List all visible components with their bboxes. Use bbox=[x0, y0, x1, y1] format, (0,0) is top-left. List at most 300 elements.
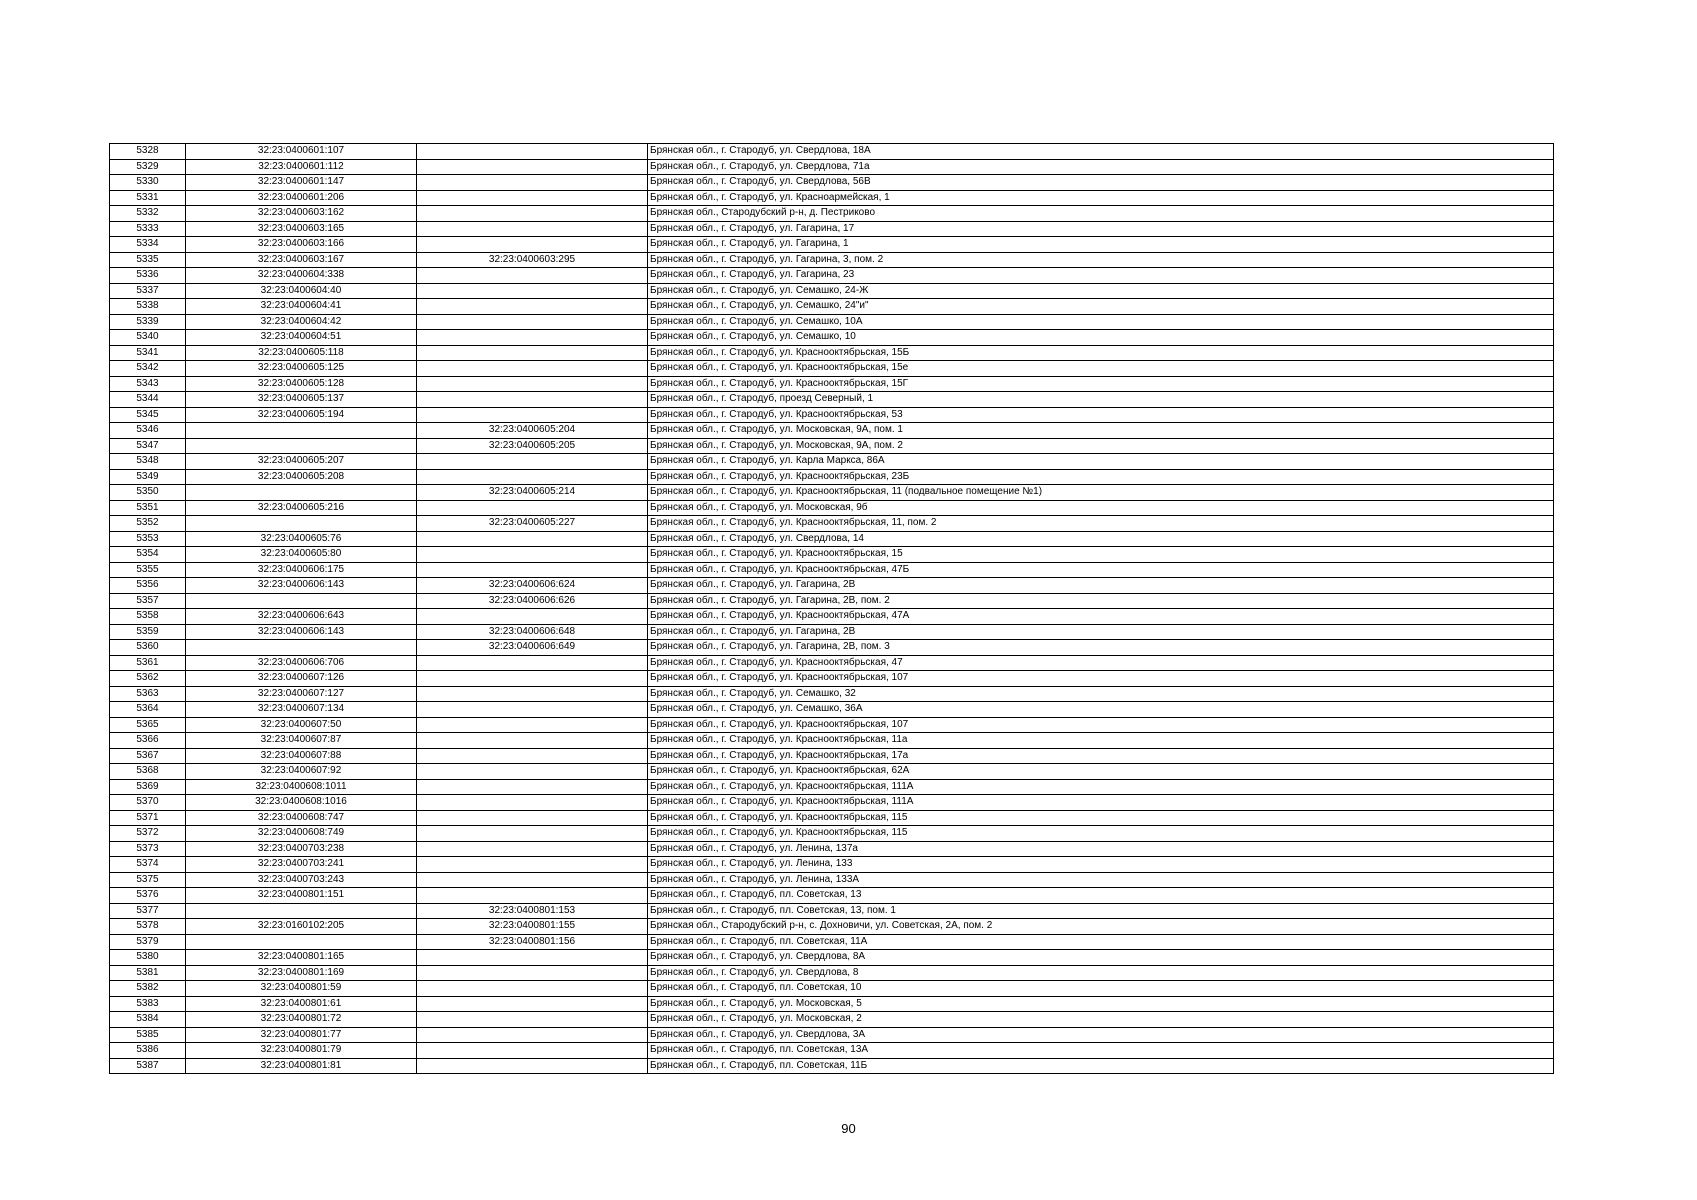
registry-table bbox=[109, 143, 1554, 1074]
related-cadastral-number-cell bbox=[417, 314, 648, 330]
related-cadastral-number-cell bbox=[417, 392, 648, 408]
related-cadastral-number-cell bbox=[417, 531, 648, 547]
table-row bbox=[110, 237, 1554, 253]
row-number-cell: 5370 bbox=[110, 795, 186, 811]
address-cell: Брянская обл., г. Стародуб, ул. Краснооктябрьская, 47 bbox=[648, 655, 1554, 671]
table-row bbox=[110, 144, 1554, 160]
related-cadastral-number-cell: 32:23:0400605:205 bbox=[417, 438, 648, 454]
row-number-cell: 5355 bbox=[110, 562, 186, 578]
row-number-cell: 5376 bbox=[110, 888, 186, 904]
address-cell: Брянская обл., г. Стародуб, ул. Краснооктябрьская, 111А bbox=[648, 779, 1554, 795]
related-cadastral-number-cell bbox=[417, 748, 648, 764]
row-number-cell: 5375 bbox=[110, 872, 186, 888]
related-cadastral-number-cell bbox=[417, 841, 648, 857]
related-cadastral-number-cell bbox=[417, 857, 648, 873]
table-row bbox=[110, 252, 1554, 268]
row-number-cell: 5379 bbox=[110, 934, 186, 950]
table-row bbox=[110, 795, 1554, 811]
address-cell: Брянская обл., г. Стародуб, ул. Свердлова, 8 bbox=[648, 965, 1554, 981]
table-row bbox=[110, 1058, 1554, 1074]
row-number-cell: 5337 bbox=[110, 283, 186, 299]
table-row bbox=[110, 423, 1554, 439]
address-cell: Брянская обл., г. Стародуб, ул. Свердлова, 71а bbox=[648, 159, 1554, 175]
related-cadastral-number-cell bbox=[417, 237, 648, 253]
table-row bbox=[110, 609, 1554, 625]
table-row bbox=[110, 686, 1554, 702]
row-number-cell: 5343 bbox=[110, 376, 186, 392]
row-number-cell: 5366 bbox=[110, 733, 186, 749]
related-cadastral-number-cell bbox=[417, 609, 648, 625]
cadastral-number-cell: 32:23:0400604:41 bbox=[186, 299, 417, 315]
table-row bbox=[110, 206, 1554, 222]
related-cadastral-number-cell: 32:23:0400801:156 bbox=[417, 934, 648, 950]
cadastral-number-cell: 32:23:0400605:76 bbox=[186, 531, 417, 547]
address-cell: Брянская обл., г. Стародуб, ул. Гагарина, 2В bbox=[648, 578, 1554, 594]
row-number-cell: 5334 bbox=[110, 237, 186, 253]
cadastral-number-cell: 32:23:0400606:643 bbox=[186, 609, 417, 625]
cadastral-number-cell: 32:23:0400801:59 bbox=[186, 981, 417, 997]
cadastral-number-cell bbox=[186, 593, 417, 609]
address-cell: Брянская обл., г. Стародуб, ул. Краснооктябрьская, 15 bbox=[648, 547, 1554, 563]
related-cadastral-number-cell bbox=[417, 454, 648, 470]
related-cadastral-number-cell bbox=[417, 407, 648, 423]
row-number-cell: 5347 bbox=[110, 438, 186, 454]
row-number-cell: 5380 bbox=[110, 950, 186, 966]
related-cadastral-number-cell bbox=[417, 1027, 648, 1043]
address-cell: Брянская обл., г. Стародуб, проезд Северный, 1 bbox=[648, 392, 1554, 408]
address-cell: Брянская обл., г. Стародуб, ул. Краснооктябрьская, 47А bbox=[648, 609, 1554, 625]
table-row bbox=[110, 764, 1554, 780]
row-number-cell: 5344 bbox=[110, 392, 186, 408]
cadastral-number-cell bbox=[186, 485, 417, 501]
table-row bbox=[110, 299, 1554, 315]
row-number-cell: 5373 bbox=[110, 841, 186, 857]
address-cell: Брянская обл., г. Стародуб, пл. Советская, 13А bbox=[648, 1043, 1554, 1059]
cadastral-number-cell: 32:23:0400801:61 bbox=[186, 996, 417, 1012]
address-cell: Брянская обл., г. Стародуб, ул. Ленина, 137а bbox=[648, 841, 1554, 857]
row-number-cell: 5383 bbox=[110, 996, 186, 1012]
cadastral-number-cell: 32:23:0400604:42 bbox=[186, 314, 417, 330]
cadastral-number-cell: 32:23:0400801:79 bbox=[186, 1043, 417, 1059]
address-cell: Брянская обл., г. Стародуб, ул. Гагарина, 23 bbox=[648, 268, 1554, 284]
table-row bbox=[110, 283, 1554, 299]
row-number-cell: 5338 bbox=[110, 299, 186, 315]
address-cell: Брянская обл., г. Стародуб, ул. Краснооктябрьская, 111А bbox=[648, 795, 1554, 811]
row-number-cell: 5364 bbox=[110, 702, 186, 718]
row-number-cell: 5354 bbox=[110, 547, 186, 563]
related-cadastral-number-cell bbox=[417, 144, 648, 160]
cadastral-number-cell: 32:23:0400801:81 bbox=[186, 1058, 417, 1074]
address-cell: Брянская обл., г. Стародуб, ул. Ленина, 133А bbox=[648, 872, 1554, 888]
related-cadastral-number-cell bbox=[417, 702, 648, 718]
cadastral-number-cell: 32:23:0400605:207 bbox=[186, 454, 417, 470]
address-cell: Брянская обл., г. Стародуб, ул. Московская, 9А, пом. 2 bbox=[648, 438, 1554, 454]
cadastral-number-cell: 32:23:0400607:127 bbox=[186, 686, 417, 702]
related-cadastral-number-cell bbox=[417, 965, 648, 981]
related-cadastral-number-cell bbox=[417, 376, 648, 392]
row-number-cell: 5367 bbox=[110, 748, 186, 764]
row-number-cell: 5381 bbox=[110, 965, 186, 981]
related-cadastral-number-cell bbox=[417, 562, 648, 578]
table-row bbox=[110, 733, 1554, 749]
row-number-cell: 5363 bbox=[110, 686, 186, 702]
table-row bbox=[110, 454, 1554, 470]
related-cadastral-number-cell: 32:23:0400605:204 bbox=[417, 423, 648, 439]
related-cadastral-number-cell bbox=[417, 1012, 648, 1028]
address-cell: Брянская обл., г. Стародуб, ул. Свердлова, 18А bbox=[648, 144, 1554, 160]
address-cell: Брянская обл., г. Стародуб, ул. Семашко, 24-Ж bbox=[648, 283, 1554, 299]
cadastral-number-cell bbox=[186, 516, 417, 532]
address-cell: Брянская обл., г. Стародуб, ул. Московская, 2 bbox=[648, 1012, 1554, 1028]
related-cadastral-number-cell bbox=[417, 268, 648, 284]
related-cadastral-number-cell bbox=[417, 655, 648, 671]
related-cadastral-number-cell bbox=[417, 283, 648, 299]
cadastral-number-cell: 32:23:0160102:205 bbox=[186, 919, 417, 935]
related-cadastral-number-cell bbox=[417, 299, 648, 315]
table-row bbox=[110, 221, 1554, 237]
cadastral-number-cell: 32:23:0400607:87 bbox=[186, 733, 417, 749]
related-cadastral-number-cell bbox=[417, 686, 648, 702]
row-number-cell: 5378 bbox=[110, 919, 186, 935]
table-row bbox=[110, 330, 1554, 346]
address-cell: Брянская обл., г. Стародуб, пл. Советская, 13, пом. 1 bbox=[648, 903, 1554, 919]
related-cadastral-number-cell bbox=[417, 671, 648, 687]
row-number-cell: 5372 bbox=[110, 826, 186, 842]
cadastral-number-cell: 32:23:0400606:143 bbox=[186, 624, 417, 640]
related-cadastral-number-cell bbox=[417, 159, 648, 175]
related-cadastral-number-cell bbox=[417, 190, 648, 206]
address-cell: Брянская обл., г. Стародуб, ул. Краснооктябрьская, 115 bbox=[648, 810, 1554, 826]
cadastral-number-cell: 32:23:0400703:238 bbox=[186, 841, 417, 857]
address-cell: Брянская обл., г. Стародуб, ул. Московская, 9б bbox=[648, 500, 1554, 516]
table-row bbox=[110, 392, 1554, 408]
table-row bbox=[110, 190, 1554, 206]
cadastral-number-cell: 32:23:0400607:88 bbox=[186, 748, 417, 764]
row-number-cell: 5357 bbox=[110, 593, 186, 609]
table-row bbox=[110, 981, 1554, 997]
related-cadastral-number-cell bbox=[417, 733, 648, 749]
cadastral-number-cell: 32:23:0400605:80 bbox=[186, 547, 417, 563]
row-number-cell: 5365 bbox=[110, 717, 186, 733]
row-number-cell: 5377 bbox=[110, 903, 186, 919]
cadastral-number-cell: 32:23:0400606:175 bbox=[186, 562, 417, 578]
cadastral-number-cell: 32:23:0400601:147 bbox=[186, 175, 417, 191]
related-cadastral-number-cell: 32:23:0400605:214 bbox=[417, 485, 648, 501]
address-cell: Брянская обл., г. Стародуб, ул. Гагарина, 2В bbox=[648, 624, 1554, 640]
row-number-cell: 5385 bbox=[110, 1027, 186, 1043]
related-cadastral-number-cell: 32:23:0400801:153 bbox=[417, 903, 648, 919]
related-cadastral-number-cell bbox=[417, 996, 648, 1012]
cadastral-number-cell: 32:23:0400607:126 bbox=[186, 671, 417, 687]
table-row bbox=[110, 671, 1554, 687]
table-row bbox=[110, 640, 1554, 656]
address-cell: Брянская обл., г. Стародуб, ул. Карла Маркса, 86А bbox=[648, 454, 1554, 470]
address-cell: Брянская обл., г. Стародуб, ул. Краснооктябрьская, 15Г bbox=[648, 376, 1554, 392]
row-number-cell: 5353 bbox=[110, 531, 186, 547]
table-row bbox=[110, 748, 1554, 764]
row-number-cell: 5382 bbox=[110, 981, 186, 997]
related-cadastral-number-cell bbox=[417, 717, 648, 733]
address-cell: Брянская обл., г. Стародуб, ул. Краснооктябрьская, 115 bbox=[648, 826, 1554, 842]
related-cadastral-number-cell bbox=[417, 1058, 648, 1074]
cadastral-number-cell: 32:23:0400603:165 bbox=[186, 221, 417, 237]
related-cadastral-number-cell bbox=[417, 1043, 648, 1059]
row-number-cell: 5351 bbox=[110, 500, 186, 516]
related-cadastral-number-cell bbox=[417, 221, 648, 237]
row-number-cell: 5374 bbox=[110, 857, 186, 873]
address-cell: Брянская обл., г. Стародуб, ул. Краснооктябрьская, 17а bbox=[648, 748, 1554, 764]
address-cell: Брянская обл., г. Стародуб, ул. Семашко, 36А bbox=[648, 702, 1554, 718]
address-cell: Брянская обл., г. Стародуб, ул. Свердлова, 8А bbox=[648, 950, 1554, 966]
cadastral-number-cell: 32:23:0400608:1016 bbox=[186, 795, 417, 811]
table-row bbox=[110, 578, 1554, 594]
table-row bbox=[110, 1043, 1554, 1059]
address-cell: Брянская обл., г. Стародуб, ул. Гагарина, 17 bbox=[648, 221, 1554, 237]
related-cadastral-number-cell bbox=[417, 795, 648, 811]
related-cadastral-number-cell bbox=[417, 779, 648, 795]
table-row bbox=[110, 888, 1554, 904]
cadastral-number-cell: 32:23:0400604:338 bbox=[186, 268, 417, 284]
related-cadastral-number-cell bbox=[417, 810, 648, 826]
table-row bbox=[110, 516, 1554, 532]
related-cadastral-number-cell: 32:23:0400606:624 bbox=[417, 578, 648, 594]
cadastral-number-cell: 32:23:0400607:92 bbox=[186, 764, 417, 780]
related-cadastral-number-cell bbox=[417, 469, 648, 485]
address-cell: Брянская обл., г. Стародуб, ул. Гагарина, 3, пом. 2 bbox=[648, 252, 1554, 268]
address-cell: Брянская обл., г. Стародуб, ул. Краснооктябрьская, 11а bbox=[648, 733, 1554, 749]
related-cadastral-number-cell bbox=[417, 175, 648, 191]
table-row bbox=[110, 996, 1554, 1012]
address-cell: Брянская обл., г. Стародуб, ул. Семашко, 32 bbox=[648, 686, 1554, 702]
related-cadastral-number-cell bbox=[417, 330, 648, 346]
cadastral-number-cell bbox=[186, 934, 417, 950]
row-number-cell: 5336 bbox=[110, 268, 186, 284]
related-cadastral-number-cell bbox=[417, 500, 648, 516]
row-number-cell: 5360 bbox=[110, 640, 186, 656]
cadastral-number-cell bbox=[186, 640, 417, 656]
table-row bbox=[110, 469, 1554, 485]
table-row bbox=[110, 841, 1554, 857]
cadastral-number-cell: 32:23:0400605:128 bbox=[186, 376, 417, 392]
row-number-cell: 5335 bbox=[110, 252, 186, 268]
table-row bbox=[110, 159, 1554, 175]
row-number-cell: 5358 bbox=[110, 609, 186, 625]
table-row bbox=[110, 624, 1554, 640]
related-cadastral-number-cell bbox=[417, 345, 648, 361]
row-number-cell: 5329 bbox=[110, 159, 186, 175]
cadastral-number-cell: 32:23:0400603:162 bbox=[186, 206, 417, 222]
address-cell: Брянская обл., Стародубский р-н, д. Пестриково bbox=[648, 206, 1554, 222]
cadastral-number-cell: 32:23:0400606:706 bbox=[186, 655, 417, 671]
related-cadastral-number-cell bbox=[417, 981, 648, 997]
table-row bbox=[110, 872, 1554, 888]
table-row bbox=[110, 531, 1554, 547]
related-cadastral-number-cell bbox=[417, 547, 648, 563]
table-row bbox=[110, 1012, 1554, 1028]
cadastral-number-cell: 32:23:0400801:169 bbox=[186, 965, 417, 981]
cadastral-number-cell: 32:23:0400607:50 bbox=[186, 717, 417, 733]
related-cadastral-number-cell: 32:23:0400605:227 bbox=[417, 516, 648, 532]
cadastral-number-cell: 32:23:0400603:167 bbox=[186, 252, 417, 268]
table-row bbox=[110, 655, 1554, 671]
page-number: 90 bbox=[841, 1121, 856, 1136]
cadastral-number-cell: 32:23:0400605:194 bbox=[186, 407, 417, 423]
row-number-cell: 5386 bbox=[110, 1043, 186, 1059]
cadastral-number-cell bbox=[186, 438, 417, 454]
address-cell: Брянская обл., г. Стародуб, ул. Краснооктябрьская, 15е bbox=[648, 361, 1554, 377]
address-cell: Брянская обл., г. Стародуб, ул. Краснооктябрьская, 107 bbox=[648, 671, 1554, 687]
table-row bbox=[110, 903, 1554, 919]
cadastral-number-cell: 32:23:0400608:749 bbox=[186, 826, 417, 842]
address-cell: Брянская обл., г. Стародуб, ул. Семашко, 24"и" bbox=[648, 299, 1554, 315]
related-cadastral-number-cell bbox=[417, 764, 648, 780]
table-row bbox=[110, 485, 1554, 501]
row-number-cell: 5342 bbox=[110, 361, 186, 377]
address-cell: Брянская обл., г. Стародуб, ул. Краснооктябрьская, 23Б bbox=[648, 469, 1554, 485]
address-cell: Брянская обл., г. Стародуб, ул. Московская, 5 bbox=[648, 996, 1554, 1012]
related-cadastral-number-cell bbox=[417, 888, 648, 904]
table-row bbox=[110, 376, 1554, 392]
row-number-cell: 5330 bbox=[110, 175, 186, 191]
address-cell: Брянская обл., г. Стародуб, ул. Красноармейская, 1 bbox=[648, 190, 1554, 206]
address-cell: Брянская обл., г. Стародуб, пл. Советская, 10 bbox=[648, 981, 1554, 997]
address-cell: Брянская обл., г. Стародуб, ул. Краснооктябрьская, 11 (подвальное помещение №1) bbox=[648, 485, 1554, 501]
cadastral-number-cell: 32:23:0400604:40 bbox=[186, 283, 417, 299]
row-number-cell: 5361 bbox=[110, 655, 186, 671]
cadastral-number-cell: 32:23:0400703:241 bbox=[186, 857, 417, 873]
cadastral-number-cell: 32:23:0400601:112 bbox=[186, 159, 417, 175]
table-row bbox=[110, 826, 1554, 842]
cadastral-number-cell: 32:23:0400801:151 bbox=[186, 888, 417, 904]
row-number-cell: 5345 bbox=[110, 407, 186, 423]
row-number-cell: 5387 bbox=[110, 1058, 186, 1074]
table-row bbox=[110, 779, 1554, 795]
cadastral-number-cell: 32:23:0400605:118 bbox=[186, 345, 417, 361]
table-row bbox=[110, 361, 1554, 377]
row-number-cell: 5350 bbox=[110, 485, 186, 501]
address-cell: Брянская обл., г. Стародуб, ул. Московская, 9А, пом. 1 bbox=[648, 423, 1554, 439]
address-cell: Брянская обл., г. Стародуб, ул. Краснооктябрьская, 15Б bbox=[648, 345, 1554, 361]
address-cell: Брянская обл., г. Стародуб, ул. Свердлова, 3А bbox=[648, 1027, 1554, 1043]
address-cell: Брянская обл., г. Стародуб, пл. Советская, 11А bbox=[648, 934, 1554, 950]
row-number-cell: 5384 bbox=[110, 1012, 186, 1028]
cadastral-number-cell: 32:23:0400605:137 bbox=[186, 392, 417, 408]
address-cell: Брянская обл., г. Стародуб, ул. Краснооктябрьская, 53 bbox=[648, 407, 1554, 423]
cadastral-number-cell: 32:23:0400601:107 bbox=[186, 144, 417, 160]
table-row bbox=[110, 547, 1554, 563]
row-number-cell: 5369 bbox=[110, 779, 186, 795]
table-row bbox=[110, 562, 1554, 578]
cadastral-number-cell: 32:23:0400801:77 bbox=[186, 1027, 417, 1043]
cadastral-number-cell: 32:23:0400605:216 bbox=[186, 500, 417, 516]
cadastral-number-cell: 32:23:0400801:72 bbox=[186, 1012, 417, 1028]
row-number-cell: 5339 bbox=[110, 314, 186, 330]
related-cadastral-number-cell bbox=[417, 826, 648, 842]
row-number-cell: 5362 bbox=[110, 671, 186, 687]
related-cadastral-number-cell: 32:23:0400801:155 bbox=[417, 919, 648, 935]
related-cadastral-number-cell: 32:23:0400606:649 bbox=[417, 640, 648, 656]
table-row bbox=[110, 810, 1554, 826]
cadastral-number-cell: 32:23:0400605:208 bbox=[186, 469, 417, 485]
address-cell: Брянская обл., г. Стародуб, пл. Советская, 11Б bbox=[648, 1058, 1554, 1074]
table-row bbox=[110, 950, 1554, 966]
address-cell: Брянская обл., г. Стародуб, ул. Свердлова, 56В bbox=[648, 175, 1554, 191]
table-row bbox=[110, 500, 1554, 516]
cadastral-number-cell: 32:23:0400605:125 bbox=[186, 361, 417, 377]
table-row bbox=[110, 965, 1554, 981]
table-row bbox=[110, 593, 1554, 609]
row-number-cell: 5346 bbox=[110, 423, 186, 439]
cadastral-number-cell: 32:23:0400703:243 bbox=[186, 872, 417, 888]
table-row bbox=[110, 702, 1554, 718]
related-cadastral-number-cell bbox=[417, 950, 648, 966]
row-number-cell: 5352 bbox=[110, 516, 186, 532]
row-number-cell: 5341 bbox=[110, 345, 186, 361]
related-cadastral-number-cell bbox=[417, 872, 648, 888]
cadastral-number-cell: 32:23:0400604:51 bbox=[186, 330, 417, 346]
related-cadastral-number-cell: 32:23:0400606:626 bbox=[417, 593, 648, 609]
address-cell: Брянская обл., г. Стародуб, ул. Семашко, 10 bbox=[648, 330, 1554, 346]
table-row bbox=[110, 919, 1554, 935]
table-row bbox=[110, 934, 1554, 950]
address-cell: Брянская обл., г. Стародуб, ул. Гагарина, 2В, пом. 3 bbox=[648, 640, 1554, 656]
address-cell: Брянская обл., г. Стародуб, пл. Советская, 13 bbox=[648, 888, 1554, 904]
row-number-cell: 5328 bbox=[110, 144, 186, 160]
related-cadastral-number-cell: 32:23:0400603:295 bbox=[417, 252, 648, 268]
cadastral-number-cell: 32:23:0400606:143 bbox=[186, 578, 417, 594]
cadastral-number-cell bbox=[186, 423, 417, 439]
table-row bbox=[110, 314, 1554, 330]
address-cell: Брянская обл., г. Стародуб, ул. Ленина, 133 bbox=[648, 857, 1554, 873]
row-number-cell: 5332 bbox=[110, 206, 186, 222]
related-cadastral-number-cell bbox=[417, 361, 648, 377]
table-row bbox=[110, 1027, 1554, 1043]
registry-table-body bbox=[110, 144, 1554, 1074]
table-row bbox=[110, 268, 1554, 284]
table-row bbox=[110, 407, 1554, 423]
address-cell: Брянская обл., г. Стародуб, ул. Гагарина, 1 bbox=[648, 237, 1554, 253]
related-cadastral-number-cell: 32:23:0400606:648 bbox=[417, 624, 648, 640]
row-number-cell: 5368 bbox=[110, 764, 186, 780]
address-cell: Брянская обл., г. Стародуб, ул. Краснооктябрьская, 107 bbox=[648, 717, 1554, 733]
table-row bbox=[110, 717, 1554, 733]
table-row bbox=[110, 175, 1554, 191]
address-cell: Брянская обл., г. Стародуб, ул. Семашко, 10А bbox=[648, 314, 1554, 330]
address-cell: Брянская обл., Стародубский р-н, с. Дохновичи, ул. Советская, 2А, пом. 2 bbox=[648, 919, 1554, 935]
cadastral-number-cell bbox=[186, 903, 417, 919]
row-number-cell: 5356 bbox=[110, 578, 186, 594]
address-cell: Брянская обл., г. Стародуб, ул. Краснооктябрьская, 47Б bbox=[648, 562, 1554, 578]
cadastral-number-cell: 32:23:0400601:206 bbox=[186, 190, 417, 206]
row-number-cell: 5359 bbox=[110, 624, 186, 640]
row-number-cell: 5371 bbox=[110, 810, 186, 826]
table-row bbox=[110, 857, 1554, 873]
address-cell: Брянская обл., г. Стародуб, ул. Свердлова, 14 bbox=[648, 531, 1554, 547]
cadastral-number-cell: 32:23:0400608:747 bbox=[186, 810, 417, 826]
cadastral-number-cell: 32:23:0400607:134 bbox=[186, 702, 417, 718]
related-cadastral-number-cell bbox=[417, 206, 648, 222]
row-number-cell: 5331 bbox=[110, 190, 186, 206]
table-row bbox=[110, 345, 1554, 361]
address-cell: Брянская обл., г. Стародуб, ул. Краснооктябрьская, 11, пом. 2 bbox=[648, 516, 1554, 532]
row-number-cell: 5349 bbox=[110, 469, 186, 485]
cadastral-number-cell: 32:23:0400801:165 bbox=[186, 950, 417, 966]
row-number-cell: 5333 bbox=[110, 221, 186, 237]
address-cell: Брянская обл., г. Стародуб, ул. Гагарина, 2В, пом. 2 bbox=[648, 593, 1554, 609]
cadastral-number-cell: 32:23:0400603:166 bbox=[186, 237, 417, 253]
address-cell: Брянская обл., г. Стародуб, ул. Краснооктябрьская, 62А bbox=[648, 764, 1554, 780]
row-number-cell: 5348 bbox=[110, 454, 186, 470]
